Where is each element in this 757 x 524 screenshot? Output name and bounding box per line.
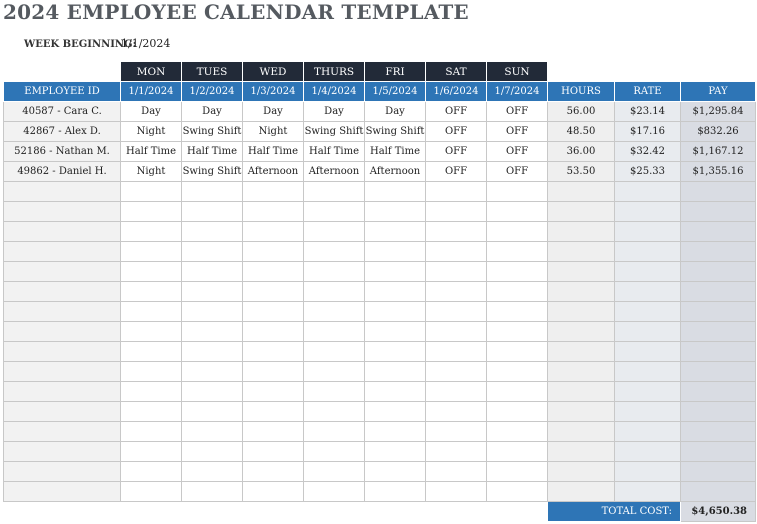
shift-cell[interactable] xyxy=(243,462,304,482)
shift-cell[interactable]: Night xyxy=(243,122,304,142)
shift-cell[interactable] xyxy=(121,342,182,362)
shift-cell[interactable] xyxy=(426,462,487,482)
shift-cell[interactable] xyxy=(365,322,426,342)
rate-cell[interactable] xyxy=(615,422,681,442)
employee-id-cell[interactable]: 42867 - Alex D. xyxy=(4,122,121,142)
shift-cell[interactable] xyxy=(182,482,243,502)
shift-cell[interactable] xyxy=(365,482,426,502)
pay-cell xyxy=(681,202,756,222)
date-header: 1/4/2024 xyxy=(304,82,365,102)
shift-cell[interactable] xyxy=(304,342,365,362)
shift-cell[interactable]: OFF xyxy=(426,122,487,142)
hours-cell[interactable]: 48.50 xyxy=(548,122,615,142)
pay-cell xyxy=(681,482,756,502)
shift-cell[interactable] xyxy=(426,242,487,262)
employee-id-cell[interactable] xyxy=(4,182,121,202)
rate-cell[interactable] xyxy=(615,402,681,422)
shift-cell[interactable]: OFF xyxy=(487,122,548,142)
day-header-thu: THURS xyxy=(304,62,365,82)
hours-cell[interactable] xyxy=(548,282,615,302)
blank-cell xyxy=(4,502,548,522)
shift-cell[interactable] xyxy=(182,322,243,342)
rate-cell[interactable]: $32.42 xyxy=(615,142,681,162)
employee-id-cell[interactable] xyxy=(4,362,121,382)
day-name-row xyxy=(4,62,756,82)
date-header: 1/5/2024 xyxy=(365,82,426,102)
shift-cell[interactable] xyxy=(487,302,548,322)
shift-cell[interactable] xyxy=(243,382,304,402)
table-row xyxy=(4,242,756,262)
shift-cell[interactable] xyxy=(243,202,304,222)
table-row xyxy=(4,422,756,442)
shift-cell[interactable] xyxy=(182,362,243,382)
shift-cell[interactable] xyxy=(365,282,426,302)
pay-cell xyxy=(681,442,756,462)
shift-cell[interactable] xyxy=(487,462,548,482)
shift-cell[interactable] xyxy=(121,182,182,202)
shift-cell[interactable]: Day xyxy=(243,102,304,122)
hours-cell[interactable] xyxy=(548,442,615,462)
table-row xyxy=(4,402,756,422)
shift-cell[interactable] xyxy=(426,422,487,442)
date-header: 1/3/2024 xyxy=(243,82,304,102)
shift-cell[interactable] xyxy=(487,182,548,202)
rate-cell[interactable] xyxy=(615,222,681,242)
shift-cell[interactable] xyxy=(182,342,243,362)
shift-cell[interactable] xyxy=(243,262,304,282)
hours-cell[interactable] xyxy=(548,462,615,482)
total-cost-value: $4,650.38 xyxy=(681,502,756,522)
pay-cell: $1,355.16 xyxy=(681,162,756,182)
shift-cell[interactable] xyxy=(182,222,243,242)
employee-id-cell[interactable] xyxy=(4,482,121,502)
shift-cell[interactable]: Night xyxy=(121,162,182,182)
shift-cell[interactable] xyxy=(426,182,487,202)
pay-cell xyxy=(681,362,756,382)
shift-cell[interactable] xyxy=(487,342,548,362)
employee-id-cell[interactable] xyxy=(4,302,121,322)
shift-cell[interactable] xyxy=(304,242,365,262)
shift-cell[interactable]: OFF xyxy=(487,142,548,162)
shift-cell[interactable]: OFF xyxy=(426,142,487,162)
shift-cell[interactable]: Day xyxy=(365,102,426,122)
pay-cell: $1,167.12 xyxy=(681,142,756,162)
rate-cell[interactable] xyxy=(615,362,681,382)
date-header: 1/1/2024 xyxy=(121,82,182,102)
shift-cell[interactable] xyxy=(487,402,548,422)
rate-cell[interactable] xyxy=(615,282,681,302)
shift-cell[interactable] xyxy=(487,322,548,342)
hours-cell[interactable] xyxy=(548,242,615,262)
shift-cell[interactable]: OFF xyxy=(426,102,487,122)
shift-cell[interactable] xyxy=(304,282,365,302)
week-beginning-label: WEEK BEGINNING: xyxy=(24,39,137,50)
employee-id-cell[interactable] xyxy=(4,442,121,462)
shift-cell[interactable] xyxy=(243,402,304,422)
table-row xyxy=(4,142,756,162)
shift-cell[interactable] xyxy=(304,362,365,382)
hours-cell[interactable] xyxy=(548,202,615,222)
shift-cell[interactable] xyxy=(121,482,182,502)
rate-header: RATE xyxy=(615,82,681,102)
pay-cell xyxy=(681,382,756,402)
shift-cell[interactable]: Half Time xyxy=(365,142,426,162)
shift-cell[interactable] xyxy=(243,482,304,502)
shift-cell[interactable]: Half Time xyxy=(121,142,182,162)
pay-cell xyxy=(681,402,756,422)
shift-cell[interactable] xyxy=(365,462,426,482)
shift-cell[interactable]: Afternoon xyxy=(365,162,426,182)
shift-cell[interactable]: Afternoon xyxy=(304,162,365,182)
shift-cell[interactable] xyxy=(243,362,304,382)
rate-cell[interactable]: $17.16 xyxy=(615,122,681,142)
shift-cell[interactable] xyxy=(426,482,487,502)
shift-cell[interactable]: Swing Shift xyxy=(182,162,243,182)
shift-cell[interactable] xyxy=(426,302,487,322)
shift-cell[interactable] xyxy=(304,402,365,422)
shift-cell[interactable] xyxy=(182,242,243,262)
pay-cell xyxy=(681,262,756,282)
employee-id-header: EMPLOYEE ID xyxy=(4,82,121,102)
shift-cell[interactable] xyxy=(182,302,243,322)
shift-cell[interactable]: Afternoon xyxy=(243,162,304,182)
hours-cell[interactable] xyxy=(548,402,615,422)
shift-cell[interactable] xyxy=(365,342,426,362)
shift-cell[interactable] xyxy=(487,242,548,262)
employee-id-cell[interactable]: 52186 - Nathan M. xyxy=(4,142,121,162)
table-row xyxy=(4,442,756,462)
column-header-row xyxy=(4,82,756,102)
shift-cell[interactable] xyxy=(304,482,365,502)
blank-cell xyxy=(4,62,121,82)
shift-cell[interactable] xyxy=(365,402,426,422)
shift-cell[interactable] xyxy=(487,422,548,442)
shift-cell[interactable] xyxy=(426,202,487,222)
table-row xyxy=(4,462,756,482)
date-header: 1/6/2024 xyxy=(426,82,487,102)
employee-id-cell[interactable] xyxy=(4,342,121,362)
shift-cell[interactable] xyxy=(487,222,548,242)
employee-id-cell[interactable] xyxy=(4,382,121,402)
shift-cell[interactable] xyxy=(182,442,243,462)
employee-id-cell[interactable] xyxy=(4,422,121,442)
table-row xyxy=(4,182,756,202)
employee-id-cell[interactable] xyxy=(4,222,121,242)
rate-cell[interactable]: $25.33 xyxy=(615,162,681,182)
table-row xyxy=(4,322,756,342)
pay-cell: $832.26 xyxy=(681,122,756,142)
hours-cell[interactable] xyxy=(548,422,615,442)
shift-cell[interactable] xyxy=(121,202,182,222)
day-header-wed: WED xyxy=(243,62,304,82)
rate-cell[interactable] xyxy=(615,382,681,402)
rate-cell[interactable] xyxy=(615,462,681,482)
shift-cell[interactable]: Swing Shift xyxy=(304,122,365,142)
shift-cell[interactable] xyxy=(304,302,365,322)
shift-cell[interactable] xyxy=(304,322,365,342)
shift-cell[interactable] xyxy=(182,402,243,422)
shift-cell[interactable]: Day xyxy=(304,102,365,122)
shift-cell[interactable] xyxy=(487,442,548,462)
shift-cell[interactable] xyxy=(182,262,243,282)
shift-cell[interactable] xyxy=(426,442,487,462)
pay-cell xyxy=(681,302,756,322)
shift-cell[interactable] xyxy=(243,242,304,262)
shift-cell[interactable] xyxy=(426,362,487,382)
day-header-mon: MON xyxy=(121,62,182,82)
table-row xyxy=(4,122,756,142)
shift-cell[interactable] xyxy=(426,222,487,242)
table-row xyxy=(4,382,756,402)
hours-cell[interactable] xyxy=(548,382,615,402)
table-row xyxy=(4,482,756,502)
hours-cell[interactable]: 56.00 xyxy=(548,102,615,122)
shift-cell[interactable]: OFF xyxy=(487,102,548,122)
schedule-body xyxy=(4,102,756,502)
table-row xyxy=(4,162,756,182)
table-row xyxy=(4,222,756,242)
shift-cell[interactable] xyxy=(365,262,426,282)
shift-cell[interactable]: OFF xyxy=(487,162,548,182)
hours-cell[interactable] xyxy=(548,482,615,502)
hours-cell[interactable] xyxy=(548,342,615,362)
employee-id-cell[interactable] xyxy=(4,462,121,482)
shift-cell[interactable] xyxy=(487,362,548,382)
rate-cell[interactable] xyxy=(615,322,681,342)
table-row xyxy=(4,362,756,382)
shift-cell[interactable]: Half Time xyxy=(243,142,304,162)
shift-cell[interactable] xyxy=(365,242,426,262)
shift-cell[interactable] xyxy=(487,202,548,222)
rate-cell[interactable] xyxy=(615,482,681,502)
rate-cell[interactable] xyxy=(615,342,681,362)
shift-cell[interactable] xyxy=(243,422,304,442)
shift-cell[interactable] xyxy=(243,322,304,342)
shift-cell[interactable] xyxy=(304,182,365,202)
shift-cell[interactable] xyxy=(487,262,548,282)
day-header-tue: TUES xyxy=(182,62,243,82)
total-row xyxy=(4,502,756,522)
employee-id-cell[interactable] xyxy=(4,322,121,342)
shift-cell[interactable] xyxy=(365,442,426,462)
pay-cell xyxy=(681,322,756,342)
shift-cell[interactable] xyxy=(182,182,243,202)
rate-cell[interactable]: $23.14 xyxy=(615,102,681,122)
employee-id-cell[interactable] xyxy=(4,242,121,262)
day-header-sat: SAT xyxy=(426,62,487,82)
shift-cell[interactable] xyxy=(121,302,182,322)
shift-cell[interactable] xyxy=(121,422,182,442)
pay-header: PAY xyxy=(681,82,756,102)
shift-cell[interactable] xyxy=(121,382,182,402)
hours-cell[interactable] xyxy=(548,322,615,342)
shift-cell[interactable] xyxy=(426,342,487,362)
page-title: 2024 EMPLOYEE CALENDAR TEMPLATE xyxy=(3,0,469,24)
shift-cell[interactable] xyxy=(121,402,182,422)
shift-cell[interactable] xyxy=(243,442,304,462)
shift-cell[interactable] xyxy=(121,462,182,482)
shift-cell[interactable] xyxy=(243,182,304,202)
employee-id-cell[interactable] xyxy=(4,202,121,222)
shift-cell[interactable] xyxy=(304,442,365,462)
shift-cell[interactable] xyxy=(121,242,182,262)
rate-cell[interactable] xyxy=(615,182,681,202)
shift-cell[interactable] xyxy=(365,362,426,382)
shift-cell[interactable] xyxy=(426,322,487,342)
shift-cell[interactable] xyxy=(304,202,365,222)
rate-cell[interactable] xyxy=(615,242,681,262)
shift-cell[interactable]: Swing Shift xyxy=(365,122,426,142)
rate-cell[interactable] xyxy=(615,202,681,222)
hours-header: HOURS xyxy=(548,82,615,102)
table-row xyxy=(4,262,756,282)
pay-cell xyxy=(681,422,756,442)
shift-cell[interactable] xyxy=(243,302,304,322)
date-header: 1/2/2024 xyxy=(182,82,243,102)
shift-cell[interactable] xyxy=(182,282,243,302)
rate-cell[interactable] xyxy=(615,262,681,282)
rate-cell[interactable] xyxy=(615,442,681,462)
shift-cell[interactable] xyxy=(487,482,548,502)
hours-cell[interactable] xyxy=(548,262,615,282)
table-row xyxy=(4,102,756,122)
pay-cell xyxy=(681,462,756,482)
table-row xyxy=(4,302,756,322)
shift-cell[interactable]: Day xyxy=(121,102,182,122)
shift-cell[interactable] xyxy=(121,222,182,242)
employee-id-cell[interactable]: 40587 - Cara C. xyxy=(4,102,121,122)
table-row xyxy=(4,202,756,222)
pay-cell xyxy=(681,242,756,262)
shift-cell[interactable]: Night xyxy=(121,122,182,142)
pay-cell xyxy=(681,222,756,242)
blank-cell xyxy=(681,62,756,82)
shift-cell[interactable] xyxy=(121,442,182,462)
shift-cell[interactable] xyxy=(304,222,365,242)
total-cost-label: TOTAL COST: xyxy=(548,502,681,522)
table-row xyxy=(4,282,756,302)
shift-cell[interactable] xyxy=(426,282,487,302)
shift-cell[interactable] xyxy=(365,302,426,322)
shift-cell[interactable] xyxy=(182,462,243,482)
hours-cell[interactable] xyxy=(548,222,615,242)
shift-cell[interactable] xyxy=(182,382,243,402)
employee-id-cell[interactable] xyxy=(4,262,121,282)
shift-cell[interactable] xyxy=(121,282,182,302)
shift-cell[interactable] xyxy=(304,382,365,402)
shift-cell[interactable] xyxy=(121,362,182,382)
shift-cell[interactable]: Swing Shift xyxy=(182,122,243,142)
shift-cell[interactable] xyxy=(121,262,182,282)
employee-id-cell[interactable] xyxy=(4,282,121,302)
week-beginning-value[interactable]: 1/1/2024 xyxy=(121,37,171,50)
shift-cell[interactable] xyxy=(426,402,487,422)
shift-cell[interactable]: OFF xyxy=(426,162,487,182)
shift-cell[interactable] xyxy=(304,422,365,442)
shift-cell[interactable] xyxy=(487,382,548,402)
shift-cell[interactable] xyxy=(365,182,426,202)
shift-cell[interactable] xyxy=(426,382,487,402)
shift-cell[interactable]: Day xyxy=(182,102,243,122)
pay-cell xyxy=(681,182,756,202)
shift-cell[interactable] xyxy=(243,342,304,362)
day-header-sun: SUN xyxy=(487,62,548,82)
shift-cell[interactable] xyxy=(365,202,426,222)
shift-cell[interactable]: Half Time xyxy=(304,142,365,162)
blank-cell xyxy=(548,62,615,82)
shift-cell[interactable] xyxy=(365,382,426,402)
pay-cell xyxy=(681,342,756,362)
hours-cell[interactable] xyxy=(548,302,615,322)
employee-id-cell[interactable] xyxy=(4,402,121,422)
pay-cell: $1,295.84 xyxy=(681,102,756,122)
shift-cell[interactable] xyxy=(304,462,365,482)
hours-cell[interactable]: 36.00 xyxy=(548,142,615,162)
day-header-fri: FRI xyxy=(365,62,426,82)
shift-cell[interactable] xyxy=(182,422,243,442)
shift-cell[interactable] xyxy=(243,282,304,302)
shift-cell[interactable] xyxy=(365,422,426,442)
date-header: 1/7/2024 xyxy=(487,82,548,102)
shift-cell[interactable] xyxy=(182,202,243,222)
shift-cell[interactable]: Half Time xyxy=(182,142,243,162)
hours-cell[interactable]: 53.50 xyxy=(548,162,615,182)
hours-cell[interactable] xyxy=(548,362,615,382)
shift-cell[interactable] xyxy=(487,282,548,302)
shift-cell[interactable] xyxy=(243,222,304,242)
rate-cell[interactable] xyxy=(615,302,681,322)
shift-cell[interactable] xyxy=(426,262,487,282)
blank-cell xyxy=(615,62,681,82)
schedule-table xyxy=(3,61,756,522)
shift-cell[interactable] xyxy=(365,222,426,242)
pay-cell xyxy=(681,282,756,302)
shift-cell[interactable] xyxy=(121,322,182,342)
shift-cell[interactable] xyxy=(304,262,365,282)
hours-cell[interactable] xyxy=(548,182,615,202)
table-row xyxy=(4,342,756,362)
employee-id-cell[interactable]: 49862 - Daniel H. xyxy=(4,162,121,182)
